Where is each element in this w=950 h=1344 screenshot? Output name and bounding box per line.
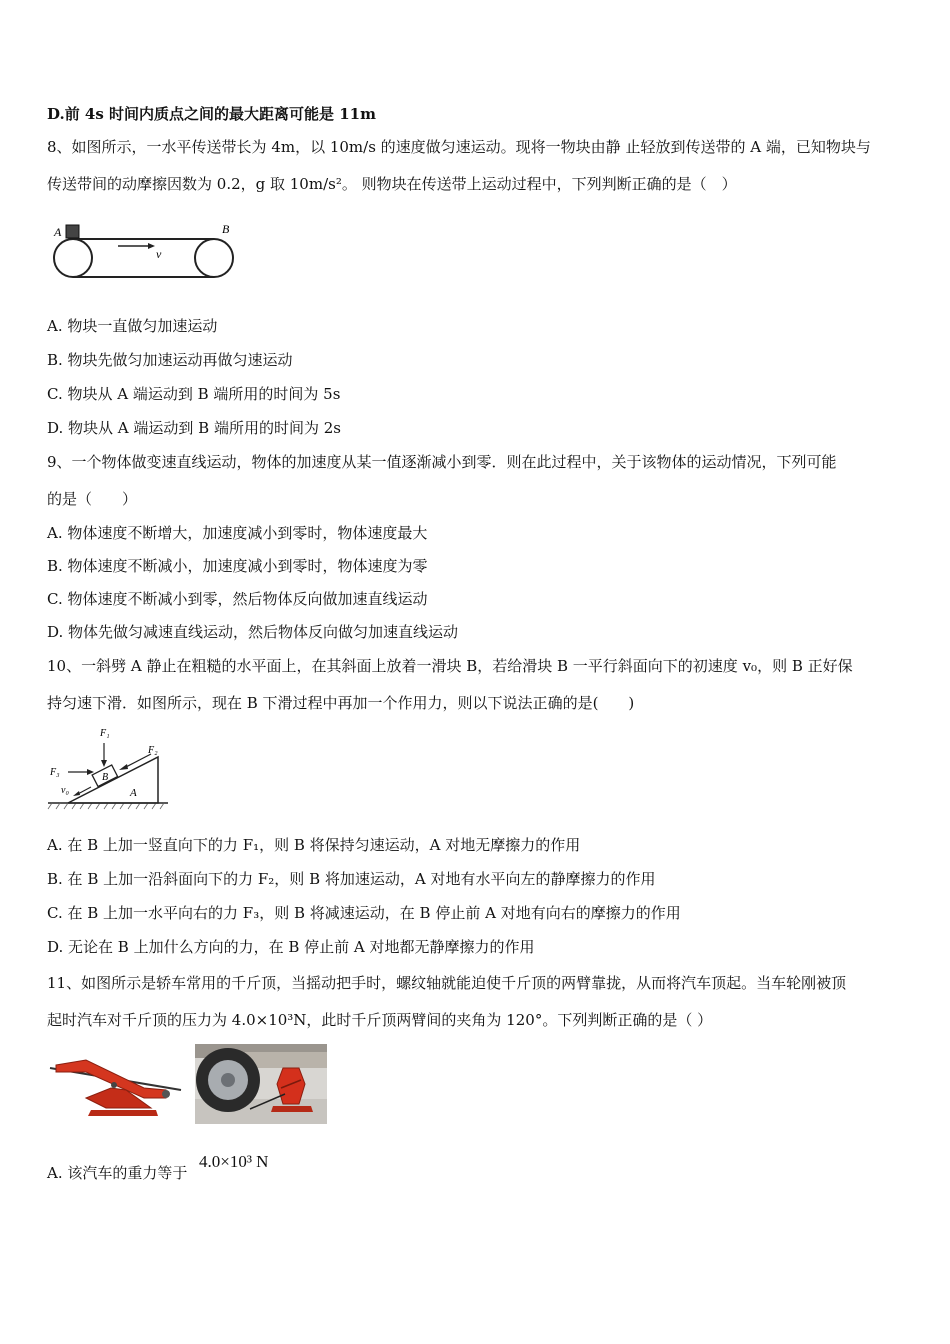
q11-stem-line2: 起时汽车对千斤顶的压力为 4.0×10³N，此时千斤顶两臂间的夹角为 120°。下列判断正确的是（ ） xyxy=(47,1011,713,1029)
q11-stem-line1: 11、如图所示是轿车常用的千斤顶，当摇动把手时，螺纹轴就能迫使千斤顶的两臂靠拢，从而将汽车顶起。当车轮刚被顶 xyxy=(47,974,847,992)
label-wedge-a: A xyxy=(130,787,137,799)
q9-option-b: B. 物体速度不断减小，加速度减小到零时，物体速度为零 xyxy=(47,557,428,575)
label-f2: F₂ xyxy=(148,745,158,756)
q10-option-c: C. 在 B 上加一水平向右的力 F₃，则 B 将减速运动，在 B 停止前 A 对地有向右的摩擦力的作用 xyxy=(47,904,681,922)
q8-option-c: C. 物块从 A 端运动到 B 端所用的时间为 5s xyxy=(47,385,341,403)
q9-option-c: C. 物体速度不断减小到零，然后物体反向做加速直线运动 xyxy=(47,590,428,608)
q10-option-b: B. 在 B 上加一沿斜面向下的力 F₂，则 B 将加速运动，A 对地有水平向左的静摩擦力的作用 xyxy=(47,870,656,888)
q8-option-b: B. 物块先做匀加速运动再做匀速运动 xyxy=(47,351,293,369)
q9-option-a: A. 物体速度不断增大，加速度减小到零时，物体速度最大 xyxy=(47,524,428,542)
q10-stem-line2: 持匀速下滑．如图所示，现在 B 下滑过程中再加一个作用力，则以下说法正确的是( ) xyxy=(47,694,635,712)
label-a: A xyxy=(54,225,62,239)
q10-option-a: A. 在 B 上加一竖直向下的力 F₁，则 B 将保持匀速运动，A 对地无摩擦力的作用 xyxy=(47,836,581,854)
car-wheel-jack-photo xyxy=(195,1044,327,1124)
block-a-shape xyxy=(66,225,79,238)
wedge-a-shape xyxy=(68,757,158,803)
q10-stem-line1: 10、一斜劈 A 静止在粗糙的水平面上，在其斜面上放着一滑块 B，若给滑块 B 一平行斜面向下的初速度 v₀，则 B 正好保 xyxy=(47,657,853,675)
q11-option-a-text: A. 该汽车的重力等于 xyxy=(47,1164,188,1182)
q9-stem-line1: 9、一个物体做变速直线运动，物体的加速度从某一值逐渐减小到零．则在此过程中，关于该物体的运动情况，下列可能 xyxy=(47,453,837,471)
q8-stem-line1: 8、如图所示，一水平传送带长为 4m，以 10m/s 的速度做匀速运动。现将一物块由静 止轻放到传送带的 A 端，已知物块与 xyxy=(47,138,871,156)
label-block-b: B xyxy=(102,772,109,783)
q8-stem-line2: 传送带间的动摩擦因数为 0.2，g 取 10m/s²。 则物块在传送带上运动过程中，下列判断正确的是（ ） xyxy=(47,175,737,193)
q8-option-a: A. 物块一直做匀加速运动 xyxy=(47,317,218,335)
q11-option-a-formula: 4.0×10³ N xyxy=(199,1152,269,1171)
q8-option-d: D. 物块从 A 端运动到 B 端所用的时间为 2s xyxy=(47,419,341,437)
q9-option-d: D. 物体先做匀减速直线运动，然后物体反向做匀加速直线运动 xyxy=(47,623,459,641)
q10-option-d: D. 无论在 B 上加什么方向的力，在 B 停止前 A 对地都无静摩擦力的作用 xyxy=(47,938,535,956)
label-v: v xyxy=(156,247,162,261)
conveyor-belt-figure xyxy=(48,218,248,300)
q9-stem-line2: 的是（ ） xyxy=(47,490,138,508)
label-b: B xyxy=(222,222,230,236)
incline-figure xyxy=(46,723,171,811)
label-f1: F₁ xyxy=(100,728,110,739)
q7-option-d: D.前 4s 时间内质点之间的最大距离可能是 11m xyxy=(47,105,376,123)
label-v0: v₀ xyxy=(61,785,69,796)
car-jack-image xyxy=(46,1050,186,1122)
label-f3: F₃ xyxy=(50,767,60,778)
